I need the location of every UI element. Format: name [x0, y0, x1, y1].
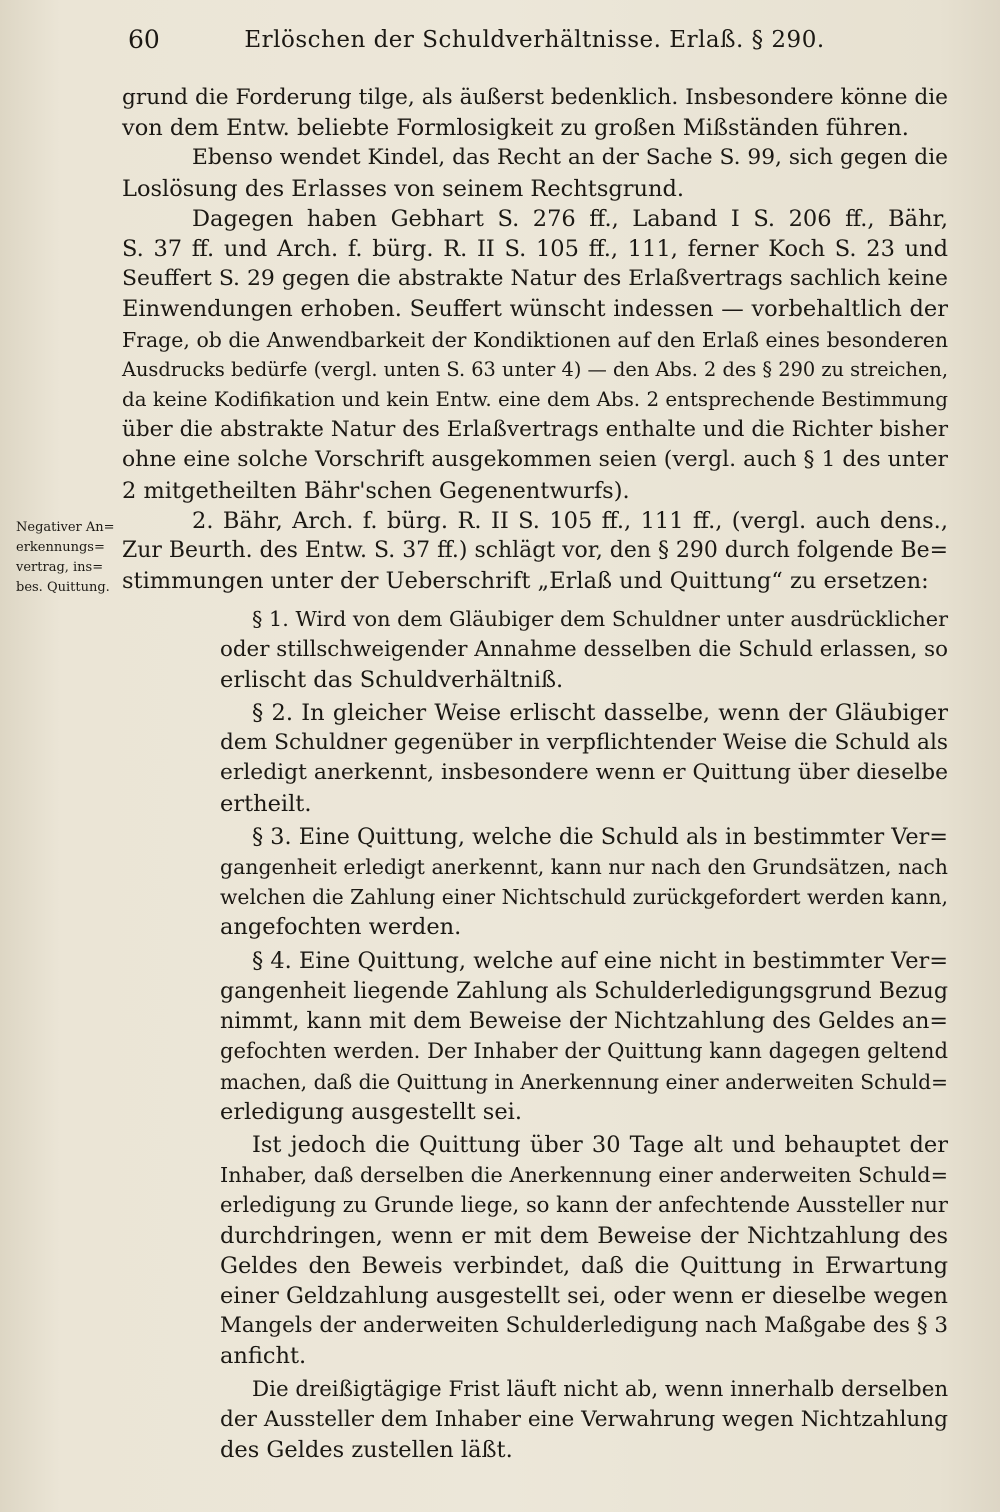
text-line: Ebenso wendet Kindel, das Recht an der Sache S. 99, sich gegen die	[192, 145, 948, 171]
text-line: Geldes den Beweis verbindet, daß die Quittung in Erwartung	[220, 1252, 948, 1279]
text-line: machen, daß die Quittung in Anerkennung einer anderweiten Schuld=	[220, 1069, 948, 1094]
text-line: Die dreißigtägige Frist läuft nicht ab, wenn innerhalb derselben	[252, 1376, 949, 1402]
text-line: erledigung zu Grunde liege, so kann der anfechtende Aussteller nur	[220, 1192, 948, 1218]
text-line: oder stillschweigender Annahme desselben die Schuld erlassen, so	[220, 636, 948, 662]
text-line: 2. Bähr, Arch. f. bürg. R. II S. 105 ff., 111 ff., (vergl. auch dens.,	[192, 507, 948, 534]
text-line: nimmt, kann mit dem Beweise der Nichtzahlung des Geldes an=	[220, 1008, 948, 1035]
text-line: § 4. Eine Quittung, welche auf eine nicht in bestimmter Ver=	[252, 947, 949, 974]
text-line: erledigung ausgestellt sei.	[220, 1098, 522, 1125]
text-line: gefochten werden. Der Inhaber der Quittung kann dagegen geltend	[220, 1038, 948, 1064]
text-line: Ausdrucks bedürfe (vergl. unten S. 63 unter 4) — den Abs. 2 des § 290 zu streichen,	[122, 357, 948, 381]
margin-note-line: erkennungs=	[16, 540, 105, 555]
text-line: § 3. Eine Quittung, welche die Schuld als in bestimmter Ver=	[252, 823, 948, 850]
text-line: erledigt anerkennt, insbesondere wenn er Quittung über dieselbe	[220, 760, 948, 786]
text-line: ertheilt.	[220, 790, 312, 817]
text-line: einer Geldzahlung ausgestellt sei, oder wenn er dieselbe wegen	[220, 1282, 948, 1309]
text-line: § 1. Wird von dem Gläubiger dem Schuldner unter ausdrücklicher	[252, 607, 948, 632]
margin-note-line: Negativer An=	[16, 520, 115, 535]
margin-note-line: bes. Quittung.	[16, 580, 110, 595]
text-line: Seuffert S. 29 gegen die abstrakte Natur des Erlaßvertrags sachlich keine	[122, 266, 948, 292]
text-line: angefochten werden.	[220, 914, 462, 941]
text-line: gangenheit liegende Zahlung als Schulderledigungsgrund Bezug	[220, 977, 948, 1004]
page-number: 60	[128, 25, 160, 54]
text-line: Ist jedoch die Quittung über 30 Tage alt und behauptet der	[252, 1131, 948, 1158]
text-line: da keine Kodifikation und kein Entw. eine dem Abs. 2 entsprechende Bestimmung	[122, 388, 948, 412]
text-line: der Aussteller dem Inhaber eine Verwahrung wegen Nichtzahlung	[220, 1406, 949, 1432]
text-line: Frage, ob die Anwendbarkeit der Kondiktionen auf den Erlaß eines besonderen	[122, 327, 948, 352]
text-line: dem Schuldner gegenüber in verpflichtender Weise die Schuld als	[220, 730, 948, 756]
running-title: Erlöschen der Schuldverhältnisse. Erlaß. § 290.	[244, 27, 825, 53]
text-line: durchdringen, wenn er mit dem Beweise der Nichtzahlung des	[220, 1222, 948, 1249]
text-line: 2 mitgetheilten Bähr'schen Gegenentwurfs).	[122, 477, 630, 504]
text-line: Zur Beurth. des Entw. S. 37 ff.) schlägt vor, den § 290 durch folgende Be=	[122, 538, 948, 564]
text-line: Dagegen haben Gebhart S. 276 ff., Laband I S. 206 ff., Bähr,	[192, 205, 948, 232]
margin-note-line: vertrag, ins=	[16, 560, 104, 575]
text-line: von dem Entw. beliebte Formlosigkeit zu großen Mißständen führen.	[122, 115, 909, 142]
text-line: S. 37 ff. und Arch. f. bürg. R. II S. 105 ff., 111, ferner Koch S. 23 und	[122, 236, 948, 263]
text-line: gangenheit erledigt anerkennt, kann nur nach den Grundsätzen, nach	[220, 855, 948, 880]
body-text	[122, 83, 948, 1465]
margin-note	[16, 518, 126, 598]
text-line: § 2. In gleicher Weise erlischt dasselbe, wenn der Gläubiger	[252, 700, 948, 727]
text-line: Inhaber, daß derselben die Anerkennung einer anderweiten Schuld=	[220, 1163, 948, 1188]
text-line: grund die Forderung tilge, als äußerst bedenklich. Insbesondere könne die	[122, 85, 948, 110]
text-line: über die abstrakte Natur des Erlaßvertrags enthalte und die Richter bisher	[122, 417, 948, 443]
text-line: erlischt das Schuldverhältniß.	[220, 666, 564, 693]
text-line: Loslösung des Erlasses von seinem Rechtsgrund.	[122, 175, 685, 202]
text-line: stimmungen unter der Ueberschrift „Erlaß und Quittung“ zu ersetzen:	[122, 568, 929, 595]
page-header	[122, 22, 947, 62]
text-line: anficht.	[220, 1343, 307, 1370]
text-line: Einwendungen erhoben. Seuffert wünscht indessen — vorbehaltlich der	[122, 296, 948, 323]
text-line: welchen die Zahlung einer Nichtschuld zurückgefordert werden kann,	[220, 885, 948, 910]
text-line: Mangels der anderweiten Schulderledigung nach Maßgabe des § 3	[220, 1313, 948, 1339]
text-line: ohne eine solche Vorschrift ausgekommen seien (vergl. auch § 1 des unter	[122, 447, 948, 473]
text-line: des Geldes zustellen läßt.	[220, 1436, 513, 1463]
